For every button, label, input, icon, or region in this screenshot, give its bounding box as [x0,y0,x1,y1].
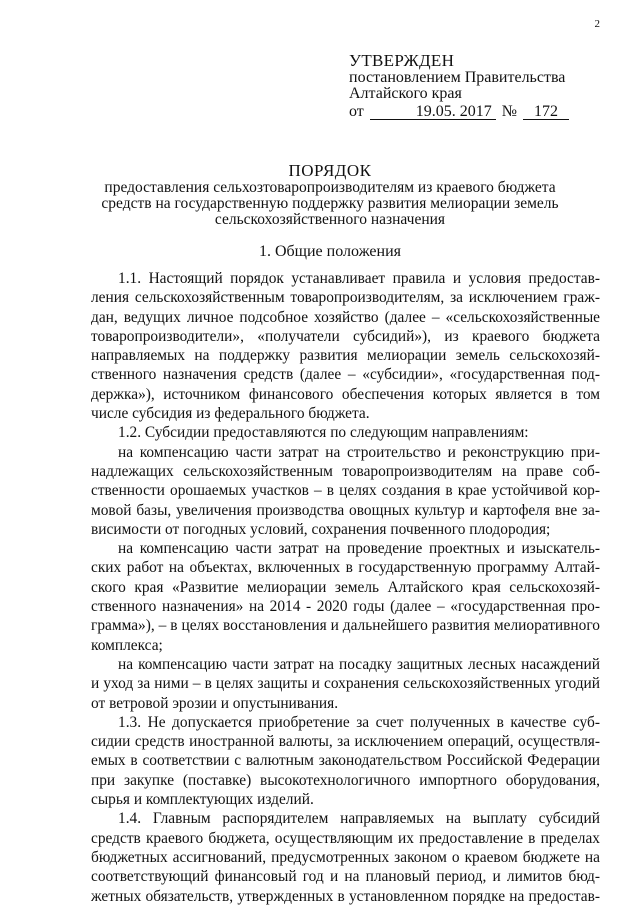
text-line: комплекса; [91,636,163,654]
text-line: сырья и комплектующих изделий. [91,791,314,809]
text-line: 1.2. Субсидии предоставляются по следующим направлениям: [118,424,529,442]
approval-date-line [349,104,569,120]
text-line: 1.4. Главным распорядителем направляемых на выплату субсидий [118,810,600,828]
text-line: числе субсидия из федерального бюджета. [91,405,370,423]
text-line: 1.1. Настоящий порядок устанавливает правила и условия предостав- [118,270,600,287]
document-subtitle-line: предоставления сельхозтоваропроизводителям из краевого бюджета [104,179,556,196]
text-line: держка»), источником финансового обеспечения которых является в том [91,385,600,403]
text-line: висимости от погодных условий, сохранения почвенного плодородия; [91,520,551,538]
text-line: ского края «Развитие мелиорации земель Алтайского края сельскохозяй- [91,578,600,596]
approval-line-2: Алтайского края [349,85,462,102]
text-line: ственного назначения» на 2014 - 2020 годы (далее – «государственная про- [91,598,600,616]
text-line: и уход за ними – в целях защиты и сохранения сельскохозяйственных угодий [91,675,600,693]
text-line: жетных обязательств, утвержденных в установленном порядке на предостав- [91,887,600,905]
body-text [91,269,600,906]
text-line: товаропроизводители», «получатели субсидий»), из краевого бюджета [91,327,600,345]
text-line: мовой базы, увеличения производства овощных культур и картофеля вне за- [91,501,600,519]
from-label: от [349,103,364,120]
text-line: от ветровой эрозии и опустынивания. [91,694,339,712]
text-line: на компенсацию части затрат на проведение проектных и изыскатель- [118,540,600,558]
document-title-block [60,163,600,228]
text-line: средств краевого бюджета, осуществляющим их предоставление в пределах [91,829,600,847]
text-line: емых в соответствии с валютным законодательством Российской Федерации [91,752,600,770]
section-heading: 1. Общие положения [258,243,402,260]
text-line: ственного назначения средств (далее – «субсидии», «государственная под- [91,366,600,384]
text-line: бюджетных ассигнований, предусмотренных законом о краевом бюджете на [91,848,600,866]
approval-date: 19.05. 2017 [370,104,496,120]
text-line: соответствующий финансовый год и на плановый период, и лимитов бюд- [91,868,600,886]
approved-title: УТВЕРЖДЕН [349,51,455,70]
text-line: ления сельскохозяйственным товаропроизводителям, за исключением граж- [91,289,600,307]
text-line: ственности орошаемых участков – в целях создания в крае устойчивой кор- [91,482,600,500]
text-line: сидии средств иностранной валюты, за исключением операций, осуществля- [91,733,600,751]
approval-number: 172 [523,104,569,120]
text-line: на компенсацию части затрат на строительство и реконструкцию при- [118,443,600,461]
text-line: на компенсацию части затрат на посадку защитных лесных насаждений [118,655,600,673]
text-line: при закупке (поставке) высокотехнологичного импортного оборудования, [91,771,600,789]
text-line: 1.3. Не допускается приобретение за счет полученных в качестве суб- [118,713,600,731]
document-title: ПОРЯДОК [288,161,372,180]
text-line: направляемых на поддержку развития мелиорации земель сельскохозяй- [91,347,600,365]
document-subtitle-line: сельскохозяйственного назначения [214,211,446,228]
approval-stamp [349,53,569,120]
number-label: № [501,103,518,120]
text-line: дан, ведущих личное подсобное хозяйство (далее – «сельскохозяйственные [91,308,600,326]
text-line: грамма»), – в целях восстановления и дальнейшего развития мелиоративного [91,617,600,635]
page-number: 2 [594,18,600,30]
approval-line-1: постановлением Правительства [349,69,566,86]
text-line: ских работ на объектах, включенных в государственную программу Алтай- [91,559,600,577]
document-subtitle-line: средств на государственную поддержку развития мелиорации земель [101,195,559,212]
text-line: надлежащих сельскохозяйственным товаропроизводителям на праве соб- [91,462,600,480]
